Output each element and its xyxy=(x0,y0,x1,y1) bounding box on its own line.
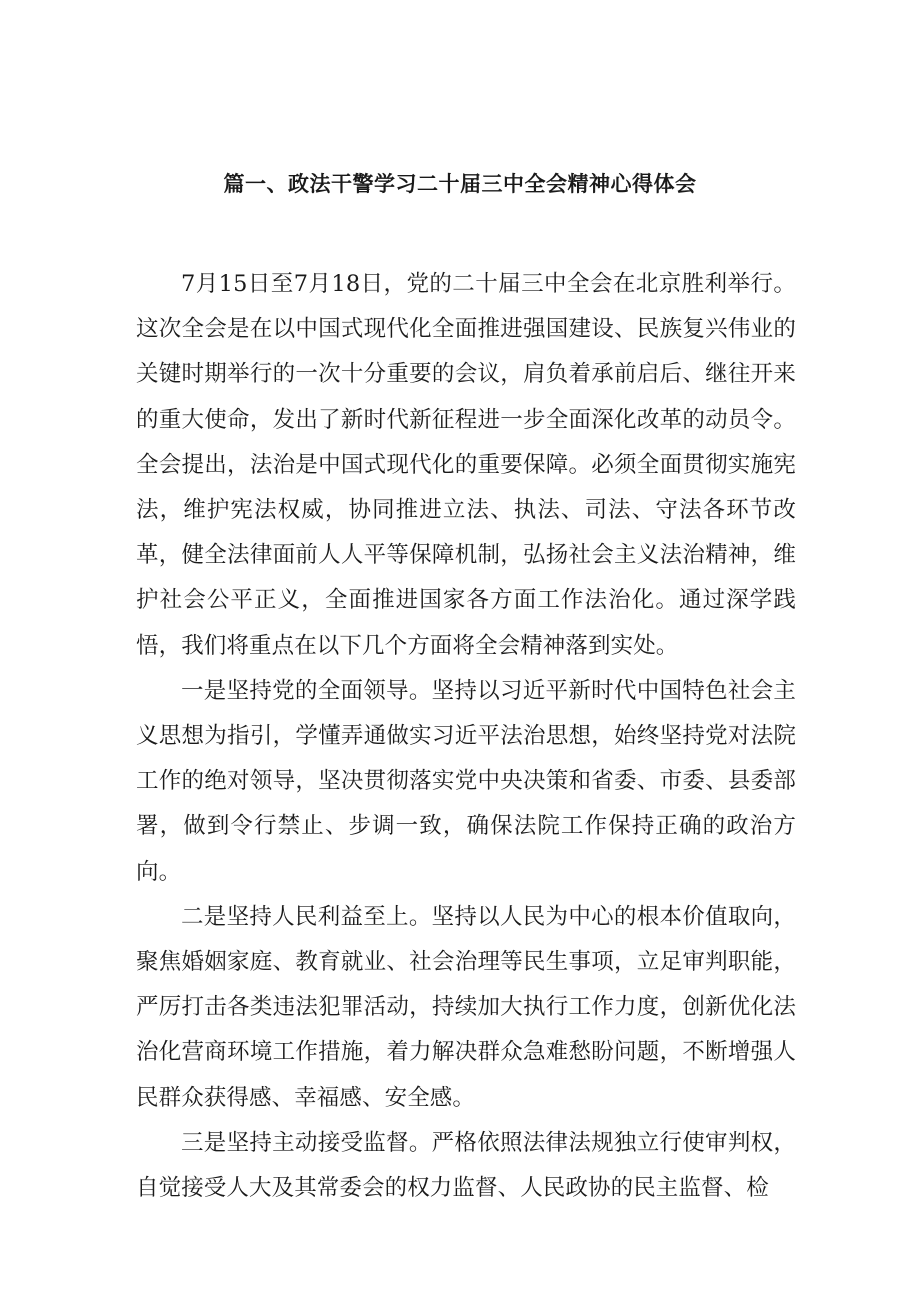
document-title: 篇一、政法干警学习二十届三中全会精神心得体会 xyxy=(223,171,697,196)
paragraph-point-two: 二是坚持人民利益至上。坚持以人民为中心的根本价值取向，聚焦婚姻家庭、教育就业、社会治理等民生事项，立足审判职能，严厉打击各类违法犯罪活动，持续加大执行工作力度，创新优化法治化营商环境工作措施，着力解决群众急难愁盼问题，不断增强人民群众获得感、幸福感、安全感。 xyxy=(136,903,796,1111)
paragraph-point-one: 一是坚持党的全面领导。坚持以习近平新时代中国特色社会主义思想为指引，学懂弄通做实习近平法治思想，始终坚持党对法院工作的绝对领导，坚决贯彻落实党中央决策和省委、市委、县委部署，做到令行禁止、步调一致，确保法院工作保持正确的政治方向。 xyxy=(136,677,796,885)
paragraph-intro: 7月15日至7月18日，党的二十届三中全会在北京胜利举行。这次全会是在以中国式现代化全面推进强国建设、民族复兴伟业的关键时期举行的一次十分重要的会议，肩负着承前启后、继往开来的重大使命，发出了新时代新征程进一步全面深化改革的动员令。全会提出，法治是中国式现代化的重要保障。必须全面贯彻实施宪法，维护宪法权威，协同推进立法、执法、司法、守法各环节改革，健全法律面前人人平等保障机制，弘扬社会主义法治精神，维护社会公平正义，全面推进国家各方面工作法治化。通过深学践悟，我们将重点在以下几个方面将全会精神落到实处。 xyxy=(136,271,796,659)
paragraph-point-three: 三是坚持主动接受监督。严格依照法律法规独立行使审判权，自觉接受人大及其常委会的权力监督、人民政协的民主监督、检 xyxy=(136,1129,796,1202)
document-body xyxy=(136,262,796,1211)
